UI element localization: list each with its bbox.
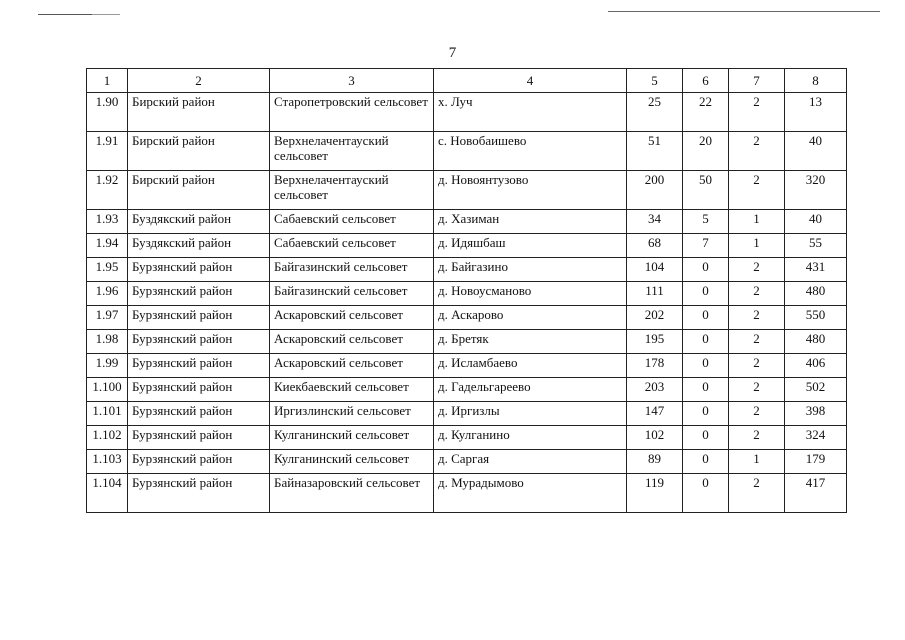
settlements-table xyxy=(86,68,847,513)
value-cell-6: 0 xyxy=(683,282,729,306)
council-cell: Сабаевский сельсовет xyxy=(270,210,434,234)
settlement-cell: д. Саргая xyxy=(434,450,627,474)
district-cell: Бурзянский район xyxy=(128,330,270,354)
value-cell-5: 195 xyxy=(627,330,683,354)
row-number: 1.98 xyxy=(87,330,128,354)
row-number: 1.102 xyxy=(87,426,128,450)
district-cell: Буздякский район xyxy=(128,234,270,258)
column-header: 8 xyxy=(785,69,847,93)
table-row xyxy=(87,450,847,474)
value-cell-5: 119 xyxy=(627,474,683,513)
council-cell: Сабаевский сельсовет xyxy=(270,234,434,258)
column-header: 7 xyxy=(729,69,785,93)
value-cell-8: 398 xyxy=(785,402,847,426)
district-cell: Бирский район xyxy=(128,171,270,210)
value-cell-7: 2 xyxy=(729,258,785,282)
table-row xyxy=(87,258,847,282)
district-cell: Бурзянский район xyxy=(128,450,270,474)
table-row xyxy=(87,282,847,306)
scan-artifact-line xyxy=(608,11,880,12)
value-cell-6: 0 xyxy=(683,378,729,402)
value-cell-8: 13 xyxy=(785,93,847,132)
value-cell-7: 1 xyxy=(729,234,785,258)
council-cell: Аскаровский сельсовет xyxy=(270,330,434,354)
value-cell-7: 2 xyxy=(729,171,785,210)
value-cell-8: 324 xyxy=(785,426,847,450)
value-cell-5: 178 xyxy=(627,354,683,378)
scan-artifact-line xyxy=(92,14,120,15)
row-number: 1.101 xyxy=(87,402,128,426)
row-number: 1.99 xyxy=(87,354,128,378)
settlement-cell: д. Мурадымово xyxy=(434,474,627,513)
value-cell-6: 0 xyxy=(683,450,729,474)
value-cell-5: 200 xyxy=(627,171,683,210)
value-cell-5: 111 xyxy=(627,282,683,306)
value-cell-7: 2 xyxy=(729,378,785,402)
value-cell-8: 406 xyxy=(785,354,847,378)
column-header: 6 xyxy=(683,69,729,93)
value-cell-6: 50 xyxy=(683,171,729,210)
value-cell-6: 0 xyxy=(683,306,729,330)
district-cell: Бурзянский район xyxy=(128,258,270,282)
column-header: 4 xyxy=(434,69,627,93)
value-cell-8: 40 xyxy=(785,210,847,234)
council-cell: Киекбаевский сельсовет xyxy=(270,378,434,402)
table-row xyxy=(87,402,847,426)
settlement-cell: х. Луч xyxy=(434,93,627,132)
table-row xyxy=(87,354,847,378)
council-cell: Иргизлинский сельсовет xyxy=(270,402,434,426)
settlement-cell: с. Новобаишево xyxy=(434,132,627,171)
value-cell-7: 2 xyxy=(729,330,785,354)
district-cell: Бурзянский район xyxy=(128,354,270,378)
settlement-cell: д. Байгазино xyxy=(434,258,627,282)
row-number: 1.94 xyxy=(87,234,128,258)
settlement-cell: д. Бретяк xyxy=(434,330,627,354)
value-cell-8: 40 xyxy=(785,132,847,171)
value-cell-8: 550 xyxy=(785,306,847,330)
column-header: 3 xyxy=(270,69,434,93)
council-cell: Аскаровский сельсовет xyxy=(270,354,434,378)
value-cell-8: 431 xyxy=(785,258,847,282)
value-cell-8: 55 xyxy=(785,234,847,258)
value-cell-5: 104 xyxy=(627,258,683,282)
district-cell: Бурзянский район xyxy=(128,402,270,426)
row-number: 1.96 xyxy=(87,282,128,306)
page-number: 7 xyxy=(448,45,457,61)
value-cell-8: 502 xyxy=(785,378,847,402)
table-header-row xyxy=(87,69,847,93)
settlement-cell: д. Новоусманово xyxy=(434,282,627,306)
value-cell-6: 0 xyxy=(683,354,729,378)
council-cell: Байгазинский сельсовет xyxy=(270,282,434,306)
settlement-cell: д. Кулганино xyxy=(434,426,627,450)
district-cell: Бурзянский район xyxy=(128,378,270,402)
value-cell-7: 2 xyxy=(729,306,785,330)
council-cell: Кулганинский сельсовет xyxy=(270,426,434,450)
table-row xyxy=(87,378,847,402)
table-row xyxy=(87,306,847,330)
value-cell-6: 20 xyxy=(683,132,729,171)
council-cell: Кулганинский сельсовет xyxy=(270,450,434,474)
value-cell-8: 480 xyxy=(785,330,847,354)
table-row xyxy=(87,426,847,450)
value-cell-5: 89 xyxy=(627,450,683,474)
value-cell-6: 0 xyxy=(683,426,729,450)
value-cell-7: 2 xyxy=(729,282,785,306)
value-cell-6: 0 xyxy=(683,330,729,354)
column-header: 2 xyxy=(128,69,270,93)
council-cell: Верхнелачентауский сельсовет xyxy=(270,171,434,210)
value-cell-6: 0 xyxy=(683,474,729,513)
value-cell-5: 51 xyxy=(627,132,683,171)
council-cell: Байгазинский сельсовет xyxy=(270,258,434,282)
settlement-cell: д. Идяшбаш xyxy=(434,234,627,258)
table-row xyxy=(87,210,847,234)
row-number: 1.92 xyxy=(87,171,128,210)
value-cell-5: 147 xyxy=(627,402,683,426)
row-number: 1.97 xyxy=(87,306,128,330)
settlement-cell: д. Гадельгареево xyxy=(434,378,627,402)
value-cell-7: 2 xyxy=(729,426,785,450)
district-cell: Бурзянский район xyxy=(128,306,270,330)
settlement-cell: д. Исламбаево xyxy=(434,354,627,378)
value-cell-5: 34 xyxy=(627,210,683,234)
column-header: 1 xyxy=(87,69,128,93)
row-number: 1.100 xyxy=(87,378,128,402)
value-cell-6: 0 xyxy=(683,258,729,282)
settlement-cell: д. Новоянтузово xyxy=(434,171,627,210)
value-cell-5: 25 xyxy=(627,93,683,132)
value-cell-8: 480 xyxy=(785,282,847,306)
value-cell-7: 2 xyxy=(729,354,785,378)
settlement-cell: д. Иргизлы xyxy=(434,402,627,426)
value-cell-5: 202 xyxy=(627,306,683,330)
district-cell: Бурзянский район xyxy=(128,474,270,513)
value-cell-7: 1 xyxy=(729,450,785,474)
district-cell: Бурзянский район xyxy=(128,282,270,306)
value-cell-6: 5 xyxy=(683,210,729,234)
value-cell-7: 1 xyxy=(729,210,785,234)
district-cell: Бирский район xyxy=(128,132,270,171)
settlement-cell: д. Хазиман xyxy=(434,210,627,234)
value-cell-5: 68 xyxy=(627,234,683,258)
table-row xyxy=(87,171,847,210)
table-row xyxy=(87,474,847,513)
table-row xyxy=(87,330,847,354)
council-cell: Аскаровский сельсовет xyxy=(270,306,434,330)
value-cell-7: 2 xyxy=(729,93,785,132)
value-cell-6: 0 xyxy=(683,402,729,426)
value-cell-8: 179 xyxy=(785,450,847,474)
value-cell-5: 102 xyxy=(627,426,683,450)
value-cell-7: 2 xyxy=(729,402,785,426)
district-cell: Буздякский район xyxy=(128,210,270,234)
settlement-cell: д. Аскарово xyxy=(434,306,627,330)
row-number: 1.95 xyxy=(87,258,128,282)
row-number: 1.93 xyxy=(87,210,128,234)
row-number: 1.91 xyxy=(87,132,128,171)
council-cell: Старопетровский сельсовет xyxy=(270,93,434,132)
column-header: 5 xyxy=(627,69,683,93)
value-cell-7: 2 xyxy=(729,474,785,513)
council-cell: Байназаровский сельсовет xyxy=(270,474,434,513)
row-number: 1.90 xyxy=(87,93,128,132)
district-cell: Бирский район xyxy=(128,93,270,132)
table-row xyxy=(87,234,847,258)
value-cell-8: 417 xyxy=(785,474,847,513)
value-cell-7: 2 xyxy=(729,132,785,171)
value-cell-8: 320 xyxy=(785,171,847,210)
value-cell-6: 22 xyxy=(683,93,729,132)
value-cell-5: 203 xyxy=(627,378,683,402)
district-cell: Бурзянский район xyxy=(128,426,270,450)
row-number: 1.103 xyxy=(87,450,128,474)
table-row xyxy=(87,132,847,171)
value-cell-6: 7 xyxy=(683,234,729,258)
table-row xyxy=(87,93,847,132)
council-cell: Верхнелачентауский сельсовет xyxy=(270,132,434,171)
row-number: 1.104 xyxy=(87,474,128,513)
